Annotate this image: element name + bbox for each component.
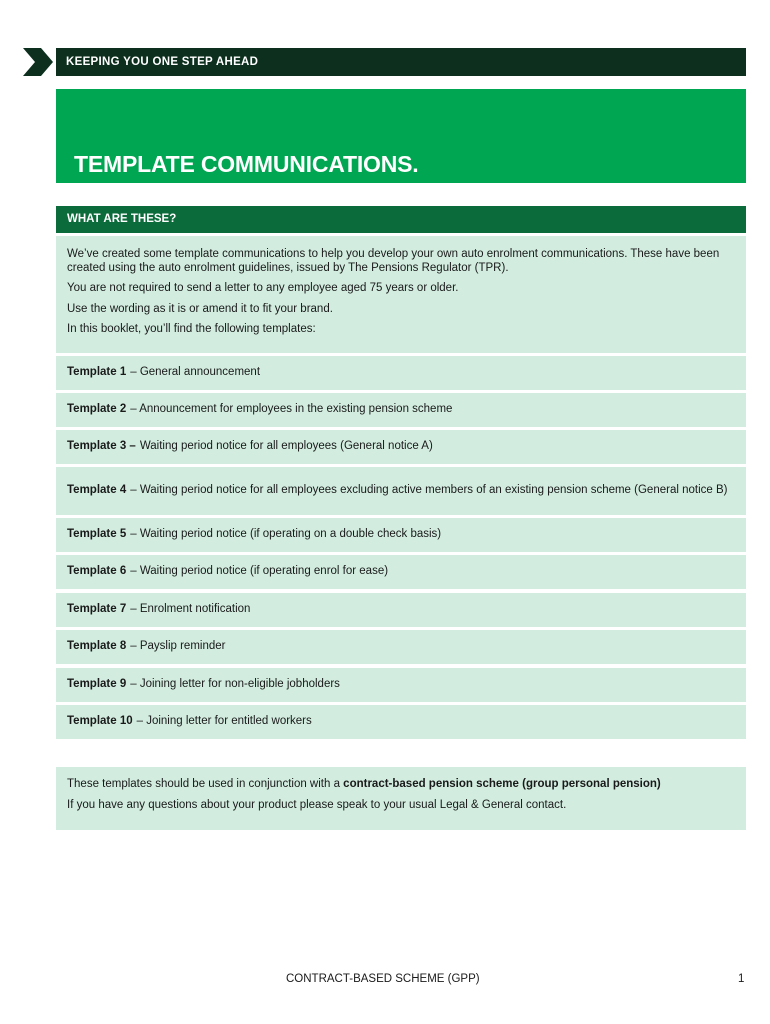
template-item <box>56 430 746 464</box>
template-item <box>56 668 746 702</box>
template-item <box>56 705 746 739</box>
title-banner <box>56 89 746 183</box>
template-label: Template 10 <box>67 715 133 728</box>
template-desc: – Payslip reminder <box>130 640 226 653</box>
template-label: Template 4 <box>67 484 127 497</box>
template-desc: – Enrolment notification <box>130 603 251 616</box>
notice-prefix: These templates should be used in conjunction with a <box>67 778 344 790</box>
template-label: Template 3 – <box>67 440 136 453</box>
template-label: Template 8 <box>67 640 127 653</box>
section-heading-text: WHAT ARE THESE? <box>67 213 177 225</box>
intro-paragraph: Use the wording as it is or amend it to fit your brand. <box>67 302 333 315</box>
template-item <box>56 593 746 627</box>
template-desc: – Joining letter for non-eligible jobholders <box>130 678 340 691</box>
template-label: Template 2 <box>67 403 127 416</box>
page-number: 1 <box>738 973 745 985</box>
template-label: Template 9 <box>67 678 127 691</box>
template-item <box>56 467 746 515</box>
page-title: TEMPLATE COMMUNICATIONS. <box>74 151 419 177</box>
footer-scheme: CONTRACT-BASED SCHEME (GPP) <box>286 973 480 985</box>
template-desc: Waiting period notice for all employees (General notice A) <box>139 440 433 453</box>
template-desc: – Joining letter for entitled workers <box>136 715 312 728</box>
notice-panel <box>56 767 746 830</box>
chevron-right-icon <box>23 48 53 76</box>
header-tagline-bar <box>56 48 746 76</box>
notice-bold: contract-based pension scheme (group personal pension) <box>343 778 661 790</box>
template-desc: – General announcement <box>130 366 261 379</box>
section-heading <box>56 206 746 233</box>
template-item <box>56 356 746 390</box>
intro-paragraph: In this booklet, you’ll find the following templates: <box>67 323 316 335</box>
template-item <box>56 518 746 552</box>
intro-paragraph: You are not required to send a letter to any employee aged 75 years or older. <box>67 282 459 294</box>
template-item <box>56 393 746 427</box>
template-label: Template 5 <box>67 528 127 541</box>
template-label: Template 1 <box>67 366 127 379</box>
template-desc: – Waiting period notice (if operating enrol for ease) <box>130 565 389 578</box>
template-label: Template 7 <box>67 603 127 616</box>
notice-line <box>67 778 735 792</box>
template-item <box>56 630 746 664</box>
header-tagline: KEEPING YOU ONE STEP AHEAD <box>66 56 259 68</box>
template-desc: – Announcement for employees in the existing pension scheme <box>130 403 453 416</box>
intro-paragraph: We’ve created some template communications to help you develop your own auto enrolment communications. These have been created using the auto enrolment guidelines, issued by The Pensions Regulator (TPR). <box>67 248 720 274</box>
notice-contact: If you have any questions about your product please speak to your usual Legal & General contact. <box>67 798 567 811</box>
template-label: Template 6 <box>67 565 127 578</box>
template-item <box>56 555 746 589</box>
template-desc: – Waiting period notice for all employees excluding active members of an existing pension scheme (General notice B) <box>130 484 728 497</box>
intro-panel <box>56 236 746 353</box>
template-desc: – Waiting period notice (if operating on a double check basis) <box>130 528 442 541</box>
